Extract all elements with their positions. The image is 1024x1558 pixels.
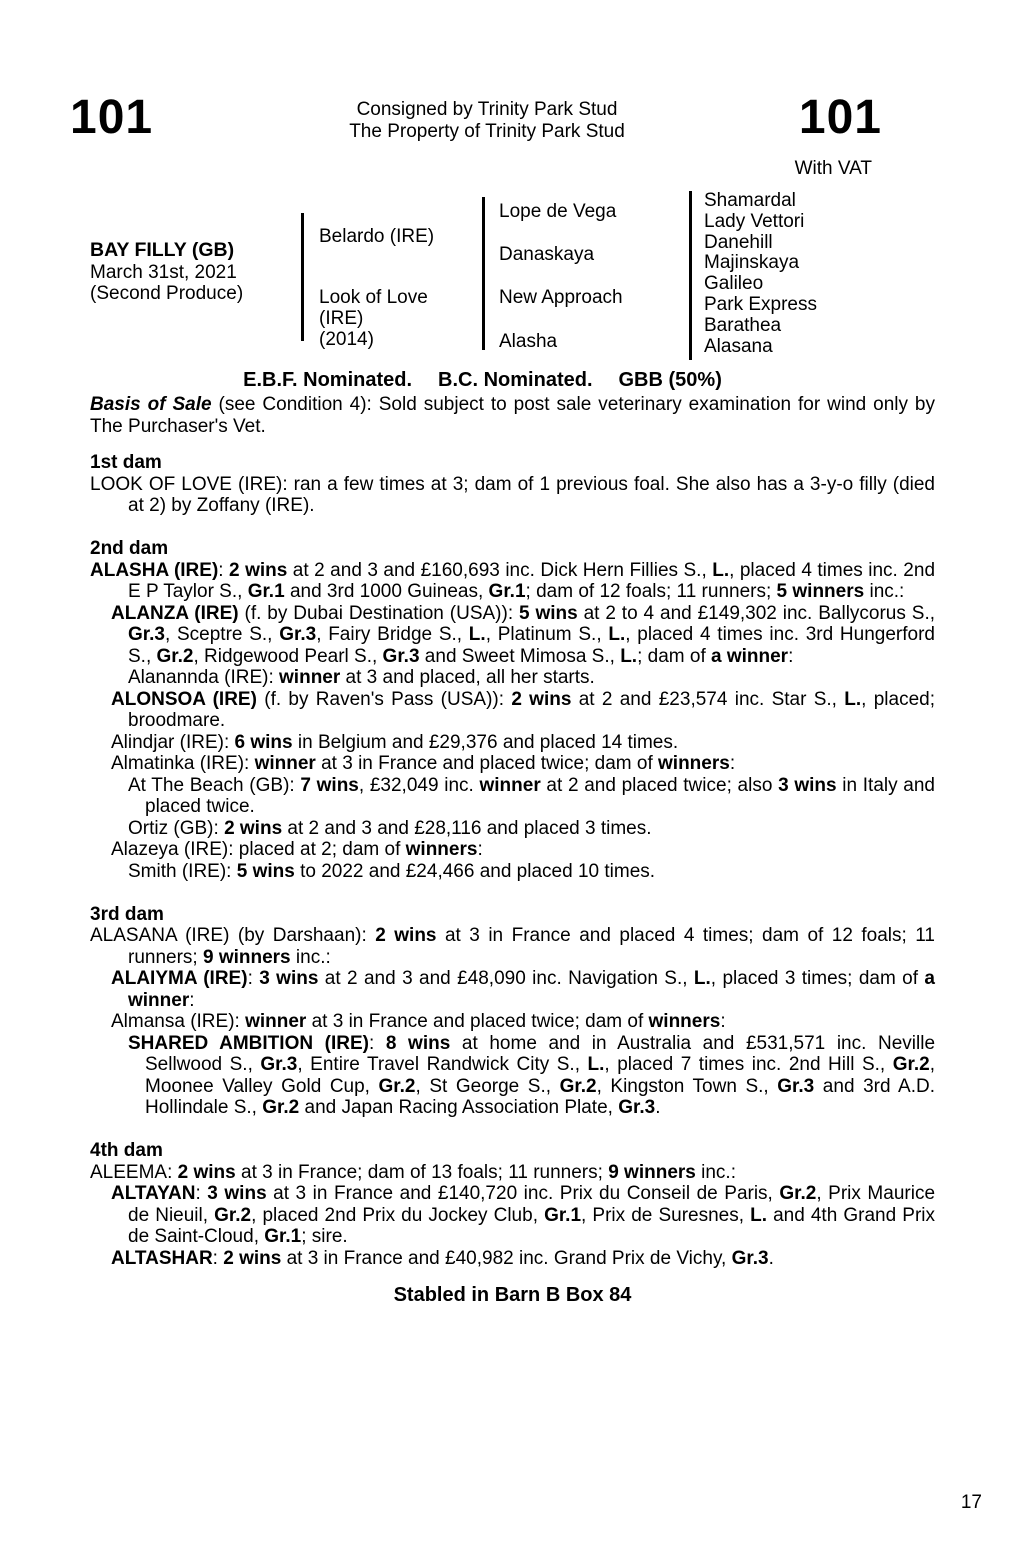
pedigree-paragraph	[90, 968, 935, 1011]
emphasis-text: Gr.3	[382, 645, 420, 667]
great-grandparent-name: Lady Vettori	[704, 210, 805, 232]
body-text: , placed 4 times inc. 2nd E P Taylor S.,	[128, 559, 936, 602]
body-text: :	[720, 1011, 726, 1032]
dam-heading: 4th dam	[90, 1140, 163, 1161]
emphasis-text: 2 wins	[223, 1247, 282, 1269]
emphasis-text: Gr.3	[777, 1075, 815, 1097]
body-text: , Ridgewood Pearl S.,	[193, 645, 383, 667]
body-text: at 2 and placed twice; also	[540, 774, 779, 796]
body-text: at 3 in France; dam of 13 foals; 11 runners;	[235, 1161, 609, 1183]
body-text: and 3rd 1000 Guineas,	[284, 581, 489, 602]
body-text: ; sire.	[301, 1226, 348, 1247]
emphasis-text: L.	[693, 968, 711, 989]
body-text: , placed; broodmare.	[128, 688, 936, 731]
emphasis-text: SHARED AMBITION (IRE)	[128, 1032, 369, 1054]
nomination-segment: E.B.F. Nominated.	[243, 369, 413, 391]
body-text: , placed 7 times inc. 2nd Hill S.,	[604, 1054, 893, 1075]
great-grandparent-name: Alasana	[704, 335, 773, 357]
body-text: ALEEMA:	[90, 1161, 178, 1183]
body-text: Almatinka (IRE):	[111, 753, 255, 774]
emphasis-text: L.	[608, 624, 626, 645]
body-text: :	[729, 753, 736, 774]
pedigree-paragraph	[90, 603, 935, 668]
body-text: , placed 2nd Prix du Jockey Club,	[251, 1204, 545, 1226]
vat-note: With VAT	[794, 158, 872, 179]
body-text: , placed 4 times inc. 3rd Hungerford S.,	[128, 624, 935, 667]
consignor-block	[112, 99, 862, 142]
emphasis-text: Gr.1	[247, 581, 285, 602]
body-text: , Prix Maurice de Nieuil,	[128, 1183, 936, 1226]
body-text: , placed 3 times; dam of	[710, 968, 925, 989]
emphasis-text: ALONSOA (IRE)	[111, 688, 257, 710]
emphasis-text: a winner	[711, 645, 789, 667]
body-text: and Sweet Mimosa S.,	[419, 645, 621, 667]
emphasis-text: L.	[750, 1204, 767, 1226]
emphasis-text: 5 wins	[519, 602, 578, 624]
emphasis-text: ALANZA (IRE)	[111, 602, 239, 624]
subject-foaling-date: March 31st, 2021	[90, 261, 237, 283]
pedigree-paragraph	[90, 839, 935, 861]
body-text: at 3 in France and placed twice; dam of	[315, 753, 659, 774]
nominations-line	[90, 370, 875, 392]
body-text: Almansa (IRE):	[111, 1011, 246, 1032]
emphasis-text: Gr.2	[779, 1183, 817, 1204]
body-text: Alanannda (IRE):	[128, 667, 280, 688]
emphasis-text: 8 wins	[385, 1032, 451, 1054]
body-text: at 3 in France and £140,720 inc. Prix du Conseil de Paris,	[266, 1183, 780, 1204]
body-text: in Italy and placed twice.	[145, 774, 936, 817]
pedigree-paragraph	[90, 1011, 935, 1033]
body-text: , Sceptre S.,	[164, 624, 280, 645]
grandparent-name: New Approach	[499, 287, 623, 308]
great-grandparent-name: Barathea	[704, 314, 782, 336]
great-grandparent-name: Shamardal	[704, 190, 796, 211]
subject-name: BAY FILLY (GB)	[90, 239, 235, 261]
emphasis-text: Gr.2	[378, 1075, 416, 1097]
body-text: , Moonee Valley Gold Cup,	[145, 1054, 935, 1097]
emphasis-text: Gr.3	[260, 1054, 298, 1075]
pedigree-paragraph	[90, 925, 935, 968]
pedigree-paragraph	[90, 1183, 935, 1248]
emphasis-text: ALTAYAN	[111, 1183, 196, 1204]
body-text: at 2 to 4 and £149,302 inc. Ballycorus S.,	[577, 602, 936, 624]
emphasis-text: L.	[468, 624, 486, 645]
body-text: ; dam of	[637, 645, 711, 667]
emphasis-text: 2 wins	[229, 559, 288, 581]
body-text: and 4th Grand Prix de Saint-Cloud,	[128, 1204, 935, 1247]
dam-name-line: (IRE)	[319, 308, 364, 329]
emphasis-text: ALAIYMA (IRE)	[111, 968, 248, 989]
body-text: at 3 in France and placed twice; dam of	[306, 1011, 649, 1032]
emphasis-text: Gr.3	[279, 624, 317, 645]
dam-name-line: Look of Love	[319, 287, 428, 308]
lot-number-left: 101	[70, 91, 154, 144]
emphasis-text: L.	[587, 1054, 605, 1075]
body-text: :	[477, 839, 483, 860]
body-text: at 3 and placed, all her starts.	[340, 667, 595, 688]
body-text: :	[212, 1247, 224, 1269]
body-text: , St George S.,	[415, 1075, 560, 1097]
body-text: (f. by Dubai Destination (USA)):	[238, 602, 519, 624]
body-text: in Belgium and £29,376 and placed 14 times.	[292, 731, 679, 753]
emphasis-text: winner	[279, 667, 341, 688]
body-text: ; dam of 12 foals; 11 runners;	[525, 581, 777, 602]
body-text: , £32,049 inc.	[358, 774, 480, 796]
body-text: Ortiz (GB):	[128, 817, 225, 839]
emphasis-text: Gr.3	[128, 624, 165, 645]
emphasis-text: 3 wins	[778, 774, 837, 796]
emphasis-text: Gr.2	[892, 1054, 930, 1075]
body-text: at 3 in France and £40,982 inc. Grand Prix de Vichy,	[281, 1247, 732, 1269]
pedigree-paragraph	[90, 732, 935, 754]
emphasis-text: 2 wins	[511, 688, 572, 710]
subject-produce-note: (Second Produce)	[90, 283, 244, 304]
body-text: at 2 and 3 and £28,116 and placed 3 times.	[282, 817, 652, 839]
emphasis-text: 6 wins	[234, 731, 293, 753]
dam-heading: 3rd dam	[90, 903, 164, 925]
emphasis-text: L.	[844, 688, 862, 710]
emphasis-text: winners	[658, 753, 730, 774]
emphasis-text: 9 winners	[202, 946, 291, 968]
emphasis-text: Gr.1	[264, 1226, 302, 1247]
body-text: , Platinum S.,	[485, 624, 609, 645]
emphasis-text: Gr.1	[544, 1204, 582, 1226]
grandparent-name: Alasha	[499, 331, 558, 352]
grandparent-name: Danaskaya	[499, 244, 595, 265]
emphasis-text: 3 wins	[207, 1183, 267, 1204]
body-text: At The Beach (GB):	[128, 774, 301, 796]
body-text: (f. by Raven's Pass (USA)):	[256, 688, 512, 710]
pedigree-paragraph	[90, 861, 935, 883]
dam-heading: 2nd dam	[90, 538, 169, 559]
emphasis-text: 3 wins	[259, 968, 319, 989]
body-text: and 3rd A.D. Hollindale S.,	[145, 1075, 935, 1118]
sire-name: Belardo (IRE)	[319, 226, 435, 247]
page-number: 17	[960, 1492, 982, 1513]
body-text: , Entire Travel Randwick City S.,	[297, 1054, 588, 1075]
emphasis-text: Basis of Sale	[90, 394, 212, 415]
pedigree-paragraph	[90, 1033, 935, 1119]
dam-name-block	[319, 287, 428, 350]
nomination-segment: GBB (50%)	[618, 369, 722, 391]
basis-of-sale	[90, 394, 935, 437]
body-text: ALASANA (IRE) (by Darshaan):	[90, 925, 376, 946]
emphasis-text: 9 winners	[608, 1161, 696, 1183]
emphasis-text: L.	[620, 645, 638, 667]
emphasis-text: 2 wins	[177, 1161, 236, 1183]
body-text: , Kingston Town S.,	[596, 1075, 778, 1097]
body-text: .	[768, 1247, 774, 1269]
body-text: Alindjar (IRE):	[111, 731, 235, 753]
emphasis-text: 7 wins	[300, 774, 359, 796]
emphasis-text: 5 wins	[236, 860, 295, 882]
emphasis-text: 5 winners	[776, 581, 865, 602]
body-text: and Japan Racing Association Plate,	[299, 1097, 619, 1118]
emphasis-text: Gr.2	[559, 1075, 597, 1097]
emphasis-text: Gr.3	[618, 1097, 656, 1118]
great-grandparent-name: Galileo	[704, 273, 764, 295]
emphasis-text: winner	[245, 1011, 307, 1032]
pedigree-paragraph	[90, 689, 935, 732]
body-text: LOOK OF LOVE (IRE): ran a few times at 3; dam of 1 previous foal. She also has a 3-y-o filly (died at 2) by Zoffany (IRE).	[90, 473, 935, 516]
consignor-line-2: The Property of Trinity Park Stud	[349, 120, 625, 142]
emphasis-text: winners	[405, 839, 478, 860]
lot-number-right: 101	[798, 91, 882, 144]
body-text: Alazeya (IRE): placed at 2; dam of	[111, 839, 406, 860]
pedigree-paragraph	[90, 667, 935, 689]
body-text: at 3 in France and placed 4 times; dam of 12 foals; 11 runners;	[128, 925, 936, 968]
body-text: :	[247, 968, 260, 989]
subject-block	[90, 240, 243, 305]
pedigree-paragraph	[90, 474, 935, 517]
consignor-line-1: Consigned by Trinity Park Stud	[356, 99, 618, 120]
emphasis-text: winners	[648, 1011, 721, 1032]
body-text: at 2 and £23,574 inc. Star S.,	[571, 688, 845, 710]
body-text: Smith (IRE):	[128, 860, 237, 882]
body-text: :	[189, 989, 195, 1011]
emphasis-text: ALASHA (IRE)	[90, 559, 219, 581]
pedigree-paragraph	[90, 560, 935, 603]
great-grandparent-name: Majinskaya	[704, 252, 800, 274]
emphasis-text: a winner	[128, 968, 935, 1011]
pedigree-paragraph	[90, 1248, 935, 1270]
nomination-segment: B.C. Nominated.	[438, 369, 593, 391]
emphasis-text: Gr.1	[488, 581, 526, 602]
pedigree-paragraph	[90, 775, 935, 818]
dam-name-line: (2014)	[319, 329, 374, 350]
dam-sections	[90, 452, 935, 1307]
body-text: (see Condition 4): Sold subject to post sale veterinary examination for wind only by The Purchaser's Vet.	[90, 394, 935, 437]
emphasis-text: Gr.2	[156, 645, 194, 667]
great-grandparent-name: Park Express	[704, 293, 817, 315]
body-text: inc.:	[864, 581, 905, 602]
stabled-note: Stabled in Barn B Box 84	[393, 1284, 632, 1306]
emphasis-text: ALTASHAR	[111, 1247, 213, 1269]
pedigree-paragraph	[90, 1162, 935, 1184]
emphasis-text: winner	[254, 753, 316, 774]
emphasis-text: 2 wins	[375, 925, 437, 946]
body-text: :	[195, 1183, 208, 1204]
body-text: , Prix de Suresnes,	[581, 1204, 751, 1226]
body-text: at 2 and 3 and £160,693 inc. Dick Hern Fillies S.,	[287, 559, 713, 581]
pedigree-paragraph	[90, 818, 935, 840]
emphasis-text: winner	[479, 774, 541, 796]
great-grandparent-name: Danehill	[704, 231, 773, 253]
emphasis-text: Gr.2	[214, 1204, 252, 1226]
dam-heading: 1st dam	[90, 452, 162, 473]
pedigree-divider-3	[689, 191, 692, 360]
emphasis-text: Gr.2	[262, 1097, 300, 1118]
emphasis-text: Gr.3	[731, 1247, 769, 1269]
great-grandparents-column	[704, 191, 817, 357]
pedigree-divider-2	[482, 197, 485, 350]
body-text: at home and in Australia and £531,571 inc. Neville Sellwood S.,	[145, 1032, 936, 1075]
body-text: :	[218, 559, 230, 581]
body-text: inc.:	[290, 946, 331, 968]
pedigree-paragraph	[90, 753, 935, 775]
pedigree-table	[88, 188, 936, 364]
pedigree-divider-1	[301, 213, 304, 341]
grandparent-name: Lope de Vega	[499, 201, 617, 222]
body-text: :	[369, 1032, 386, 1054]
emphasis-text: 2 wins	[224, 817, 283, 839]
body-text: at 2 and 3 and £48,090 inc. Navigation S.,	[318, 968, 694, 989]
body-text: inc.:	[695, 1161, 736, 1183]
body-text: to 2022 and £24,466 and placed 10 times.	[294, 860, 656, 882]
emphasis-text: L.	[712, 559, 730, 581]
body-text: , Fairy Bridge S.,	[316, 624, 469, 645]
body-text: :	[788, 645, 794, 667]
body-text: .	[655, 1097, 661, 1118]
